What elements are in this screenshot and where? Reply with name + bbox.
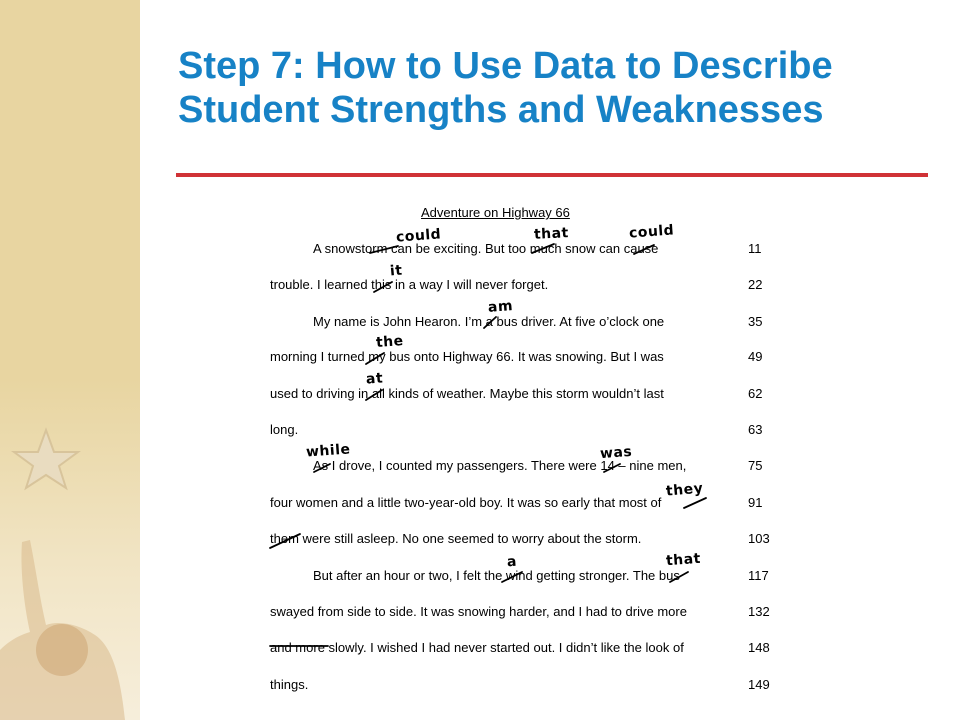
passage-title: Adventure on Highway 66 bbox=[421, 205, 570, 220]
handwritten-correction: it bbox=[389, 262, 404, 280]
slide-title: Step 7: How to Use Data to Describe Student Strengths and Weaknesses bbox=[178, 45, 833, 131]
word-count: 148 bbox=[748, 640, 770, 655]
word-count: 103 bbox=[748, 531, 770, 546]
handwritten-correction: that bbox=[665, 550, 702, 570]
handwritten-correction: a bbox=[506, 553, 518, 571]
sidebar-panel bbox=[0, 0, 140, 720]
passage-line: used to driving in all kinds of weather. Maybe this storm wouldn’t last bbox=[270, 386, 664, 401]
handwritten-correction: they bbox=[665, 480, 704, 500]
handwritten-correction: at bbox=[365, 370, 384, 388]
passage-line: trouble. I learned this in a way I will never forget. bbox=[270, 277, 549, 292]
word-count: 62 bbox=[748, 386, 763, 401]
word-count: 132 bbox=[748, 604, 770, 619]
scanned-reading-passage bbox=[256, 190, 788, 710]
word-count: 63 bbox=[748, 422, 763, 437]
title-divider bbox=[176, 173, 928, 177]
passage-line: and more slowly. I wished I had never started out. I didn’t like the look of bbox=[270, 640, 684, 655]
handwritten-correction: that bbox=[533, 225, 570, 243]
star-figure-decoration bbox=[0, 420, 140, 720]
handwritten-correction: am bbox=[487, 298, 514, 316]
word-count: 75 bbox=[748, 458, 763, 473]
passage-line: them were still asleep. No one seemed to worry about the storm. bbox=[270, 531, 642, 546]
passage-line: My name is John Hearon. I’m a bus driver. At five o’clock one bbox=[313, 314, 665, 329]
passage-line: As I drove, I counted my passengers. There were 14 – nine men, bbox=[313, 458, 687, 473]
passage-line: But after an hour or two, I felt the wind getting stronger. The bus bbox=[313, 568, 680, 583]
handwritten-correction: could bbox=[395, 226, 442, 246]
word-count: 22 bbox=[748, 277, 763, 292]
handwritten-correction: was bbox=[599, 443, 633, 463]
word-count: 49 bbox=[748, 349, 763, 364]
passage-line: long. bbox=[270, 422, 299, 437]
word-count: 149 bbox=[748, 677, 770, 692]
word-count: 117 bbox=[748, 568, 769, 583]
passage-line: A snowstorm can be exciting. But too much snow can cause bbox=[313, 241, 659, 256]
word-count: 35 bbox=[748, 314, 763, 329]
passage-line: swayed from side to side. It was snowing harder, and I had to drive more bbox=[270, 604, 687, 619]
word-count: 91 bbox=[748, 495, 763, 510]
word-count: 11 bbox=[748, 241, 762, 256]
handwritten-correction: while bbox=[305, 441, 352, 461]
handwritten-correction: the bbox=[375, 333, 405, 351]
star-icon bbox=[14, 430, 78, 488]
figure-head bbox=[36, 624, 88, 676]
passage-line: morning I turned my bus onto Highway 66. It was snowing. But I was bbox=[270, 349, 664, 364]
handwritten-correction: could bbox=[628, 222, 675, 242]
passage-line: things. bbox=[270, 677, 309, 692]
passage-line: four women and a little two-year-old boy. It was so early that most of bbox=[270, 495, 662, 510]
strike-mark bbox=[684, 498, 706, 508]
